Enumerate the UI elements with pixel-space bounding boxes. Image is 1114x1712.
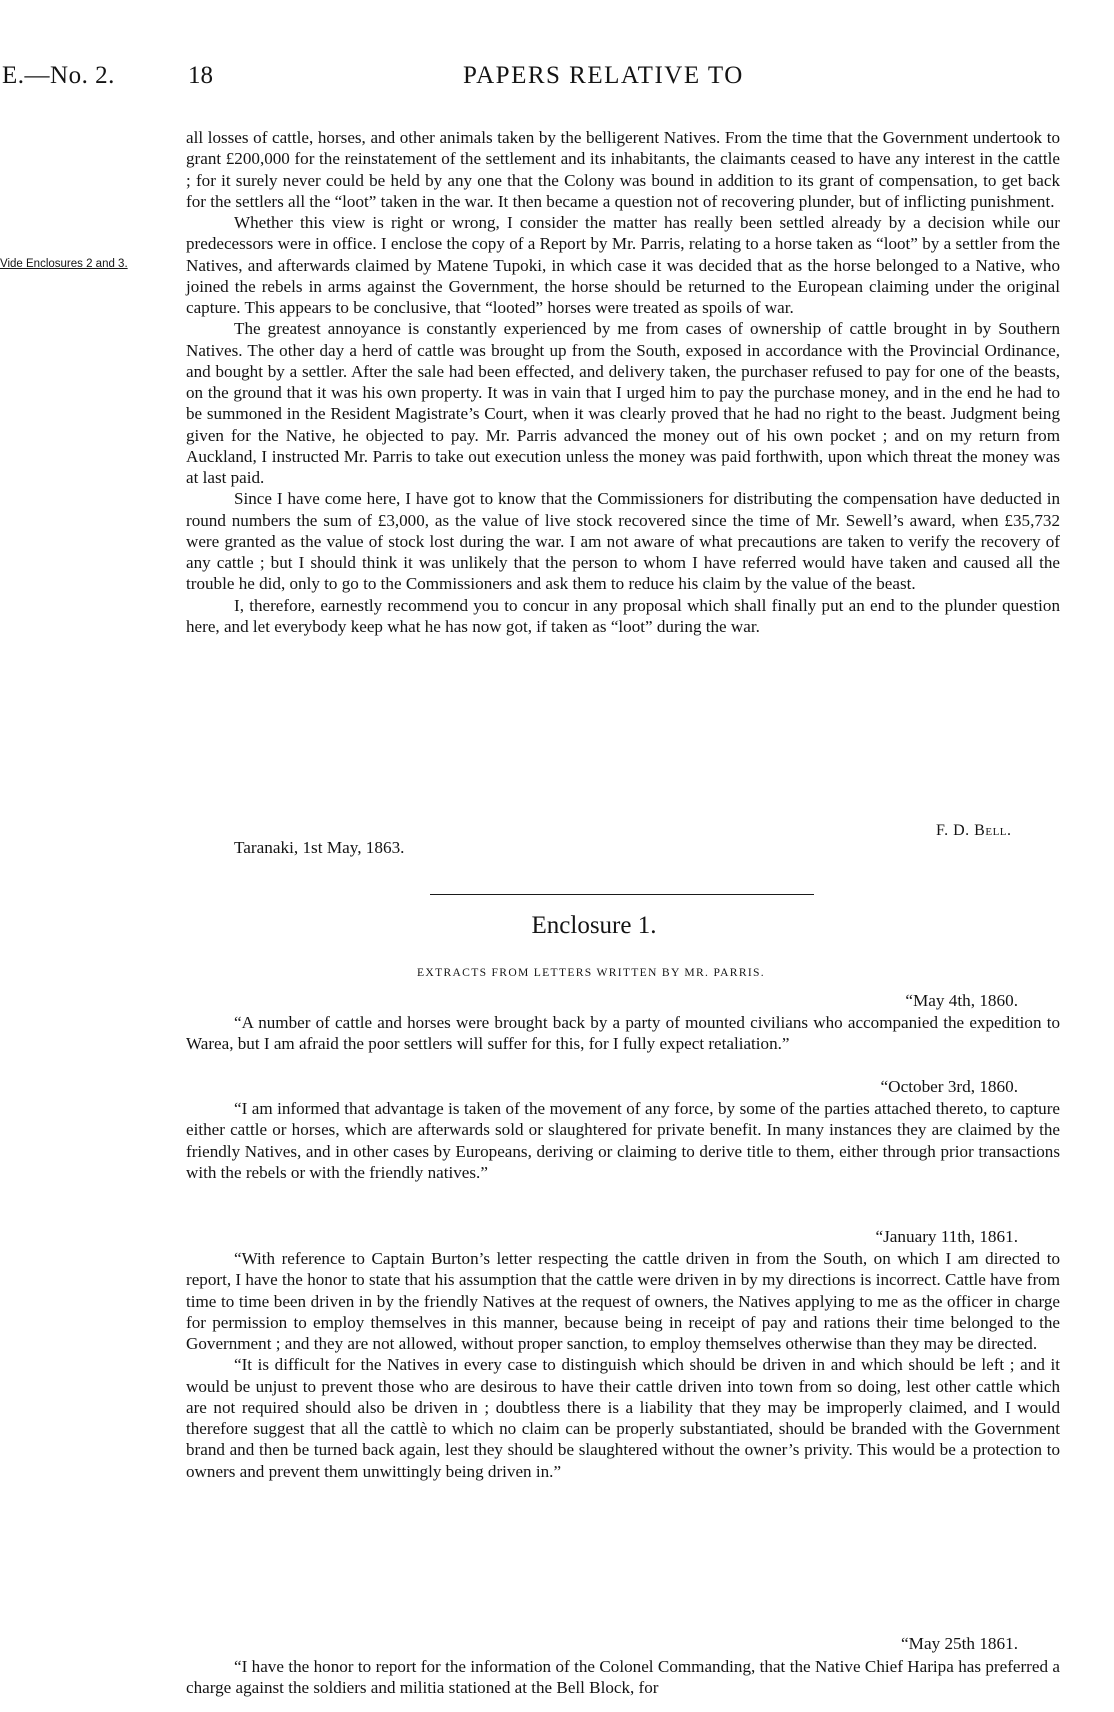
running-header (0, 62, 1114, 96)
enclosure-subtitle: EXTRACTS FROM LETTERS WRITTEN BY MR. PARRIS. (417, 966, 765, 979)
paragraph: The greatest annoyance is constantly experienced by me from cases of ownership of cattle brought in by Southern Natives. The other day a herd of cattle was brought up from the South, exposed in accordance with the Provincial Ordinance, and bought by a settler. After the sale had been effected, and delivery taken, the purchaser refused to pay for one of the beasts, on the ground that it was his own property. It was in vain that I urged him to pay the purchase money, and in the end he had to be summoned in the Resident Magistrate’s Court, when it was clearly proved that he had no right to the beast. Judgment being given for the Native, he objected to pay. Mr. Parris advanced the money out of his own pocket ; and on my return from Auckland, I instructed Mr. Parris to take out execution unless the money was paid forthwith, upon which threat the money was at last paid. (186, 319, 1060, 487)
paragraph: all losses of cattle, horses, and other animals taken by the belligerent Natives. From the time that the Government undertook to grant £200,000 for the reinstatement of the settlement and its inhabitants, the claimants ceased to have any interest in the cattle ; for it surely never could be held by any one that the Colony was bound in addition to its grant of compensation, to get back for the settlers all the “loot” taken in the war. It then became a question not of recovering plunder, but of inflicting punishment. (186, 128, 1060, 211)
section-divider (430, 894, 814, 895)
letter-extract (186, 1098, 1060, 1183)
paragraph: “It is difficult for the Natives in every case to distinguish which should be driven in and which should be left ; and it would be unjust to prevent those who are desirous to have their cattle driven into town from so doing, lest other cattle which are not required should also be driven in ; doubtless there is a liability that they may be improperly claimed, and I would therefore suggest that all the cattlè to which no claim can be properly substantiated, should be branded with the Government brand and then be turned back again, lest they should be slaughtered without the owner’s privity. This would be a protection to owners and prevent them unwittingly being driven in.” (186, 1355, 1060, 1481)
letter-body (186, 127, 1060, 637)
paragraph: “I am informed that advantage is taken of the movement of any force, by some of the parties attached thereto, to capture either cattle or horses, which are afterwards sold or slaughtered for private benefit. In many instances they are claimed by the friendly Natives, and in other cases by Europeans, deriving or claiming to derive title to them, either through prior transactions with the rebels or with the friendly natives.” (186, 1099, 1060, 1182)
enclosure-title: Enclosure 1. (531, 912, 657, 939)
paper-reference: E.—No. 2. (2, 62, 115, 89)
place-date: Taranaki, 1st May, 1863. (234, 838, 405, 857)
page-number: 18 (188, 62, 213, 89)
paragraph: Since I have come here, I have got to know that the Commissioners for distributing the compensation have deducted in round numbers the sum of £3,000, as the value of live stock recovered since the time of Mr. Sewell’s award, when £35,732 were granted as the value of stock lost during the war. I am not aware of what precautions are taken to verify the recovery of any cattle ; but I should think it was unlikely that the person to whom I have referred would have taken and caused all the trouble he did, only to go to the Commissioners and ask them to reduce his claim by the value of the beast. (186, 489, 1060, 594)
letter-extract (186, 1656, 1060, 1699)
signature: F. D. Bell. (936, 822, 1012, 839)
running-title: PAPERS RELATIVE TO (463, 62, 744, 89)
paragraph: Whether this view is right or wrong, I consider the matter has really been settled already by a decision while our predecessors were in office. I enclose the copy of a Report by Mr. Parris, relating to a horse taken as “loot” by a settler from the Natives, and afterwards claimed by Matene Tupoki, in which case it was decided that as the horse belonged to a Native, who joined the rebels in arms against the Government, the horse should be returned to the European claiming under the original capture. This appears to be conclusive, that “looted” horses were treated as spoils of war. (186, 213, 1060, 317)
letter-date: “May 4th, 1860. (905, 991, 1018, 1010)
margin-note: Vide Enclosures 2 and 3. (0, 258, 128, 270)
paragraph: “I have the honor to report for the information of the Colonel Commanding, that the Native Chief Haripa has preferred a charge against the soldiers and militia stationed at the Bell Block, for (186, 1657, 1060, 1698)
paragraph: “A number of cattle and horses were brought back by a party of mounted civilians who accompanied the expedition to Warea, but I am afraid the poor settlers will suffer for this, for I fully expect retaliation.” (186, 1013, 1060, 1054)
paragraph: “With reference to Captain Burton’s letter respecting the cattle driven in from the South, on which I am directed to report, I have the honor to state that his assumption that the cattle were driven in by my directions is incorrect. Cattle have from time to time been driven in by the friendly Natives at the request of owners, the Natives applying to me as the officer in charge for permission to employ themselves in this manner, because being in receipt of pay and rations their time belonged to the Government ; and they are not allowed, without proper sanction, to employ themselves otherwise than they may be directed. (186, 1249, 1060, 1353)
letter-extract (186, 1012, 1060, 1055)
letter-date: “October 3rd, 1860. (880, 1077, 1018, 1096)
letter-extract (186, 1248, 1060, 1482)
paragraph: I, therefore, earnestly recommend you to concur in any proposal which shall finally put an end to the plunder question here, and let everybody keep what he has now got, if taken as “loot” during the war. (186, 595, 1060, 636)
letter-date: “January 11th, 1861. (875, 1227, 1018, 1246)
letter-date: “May 25th 1861. (901, 1634, 1018, 1653)
